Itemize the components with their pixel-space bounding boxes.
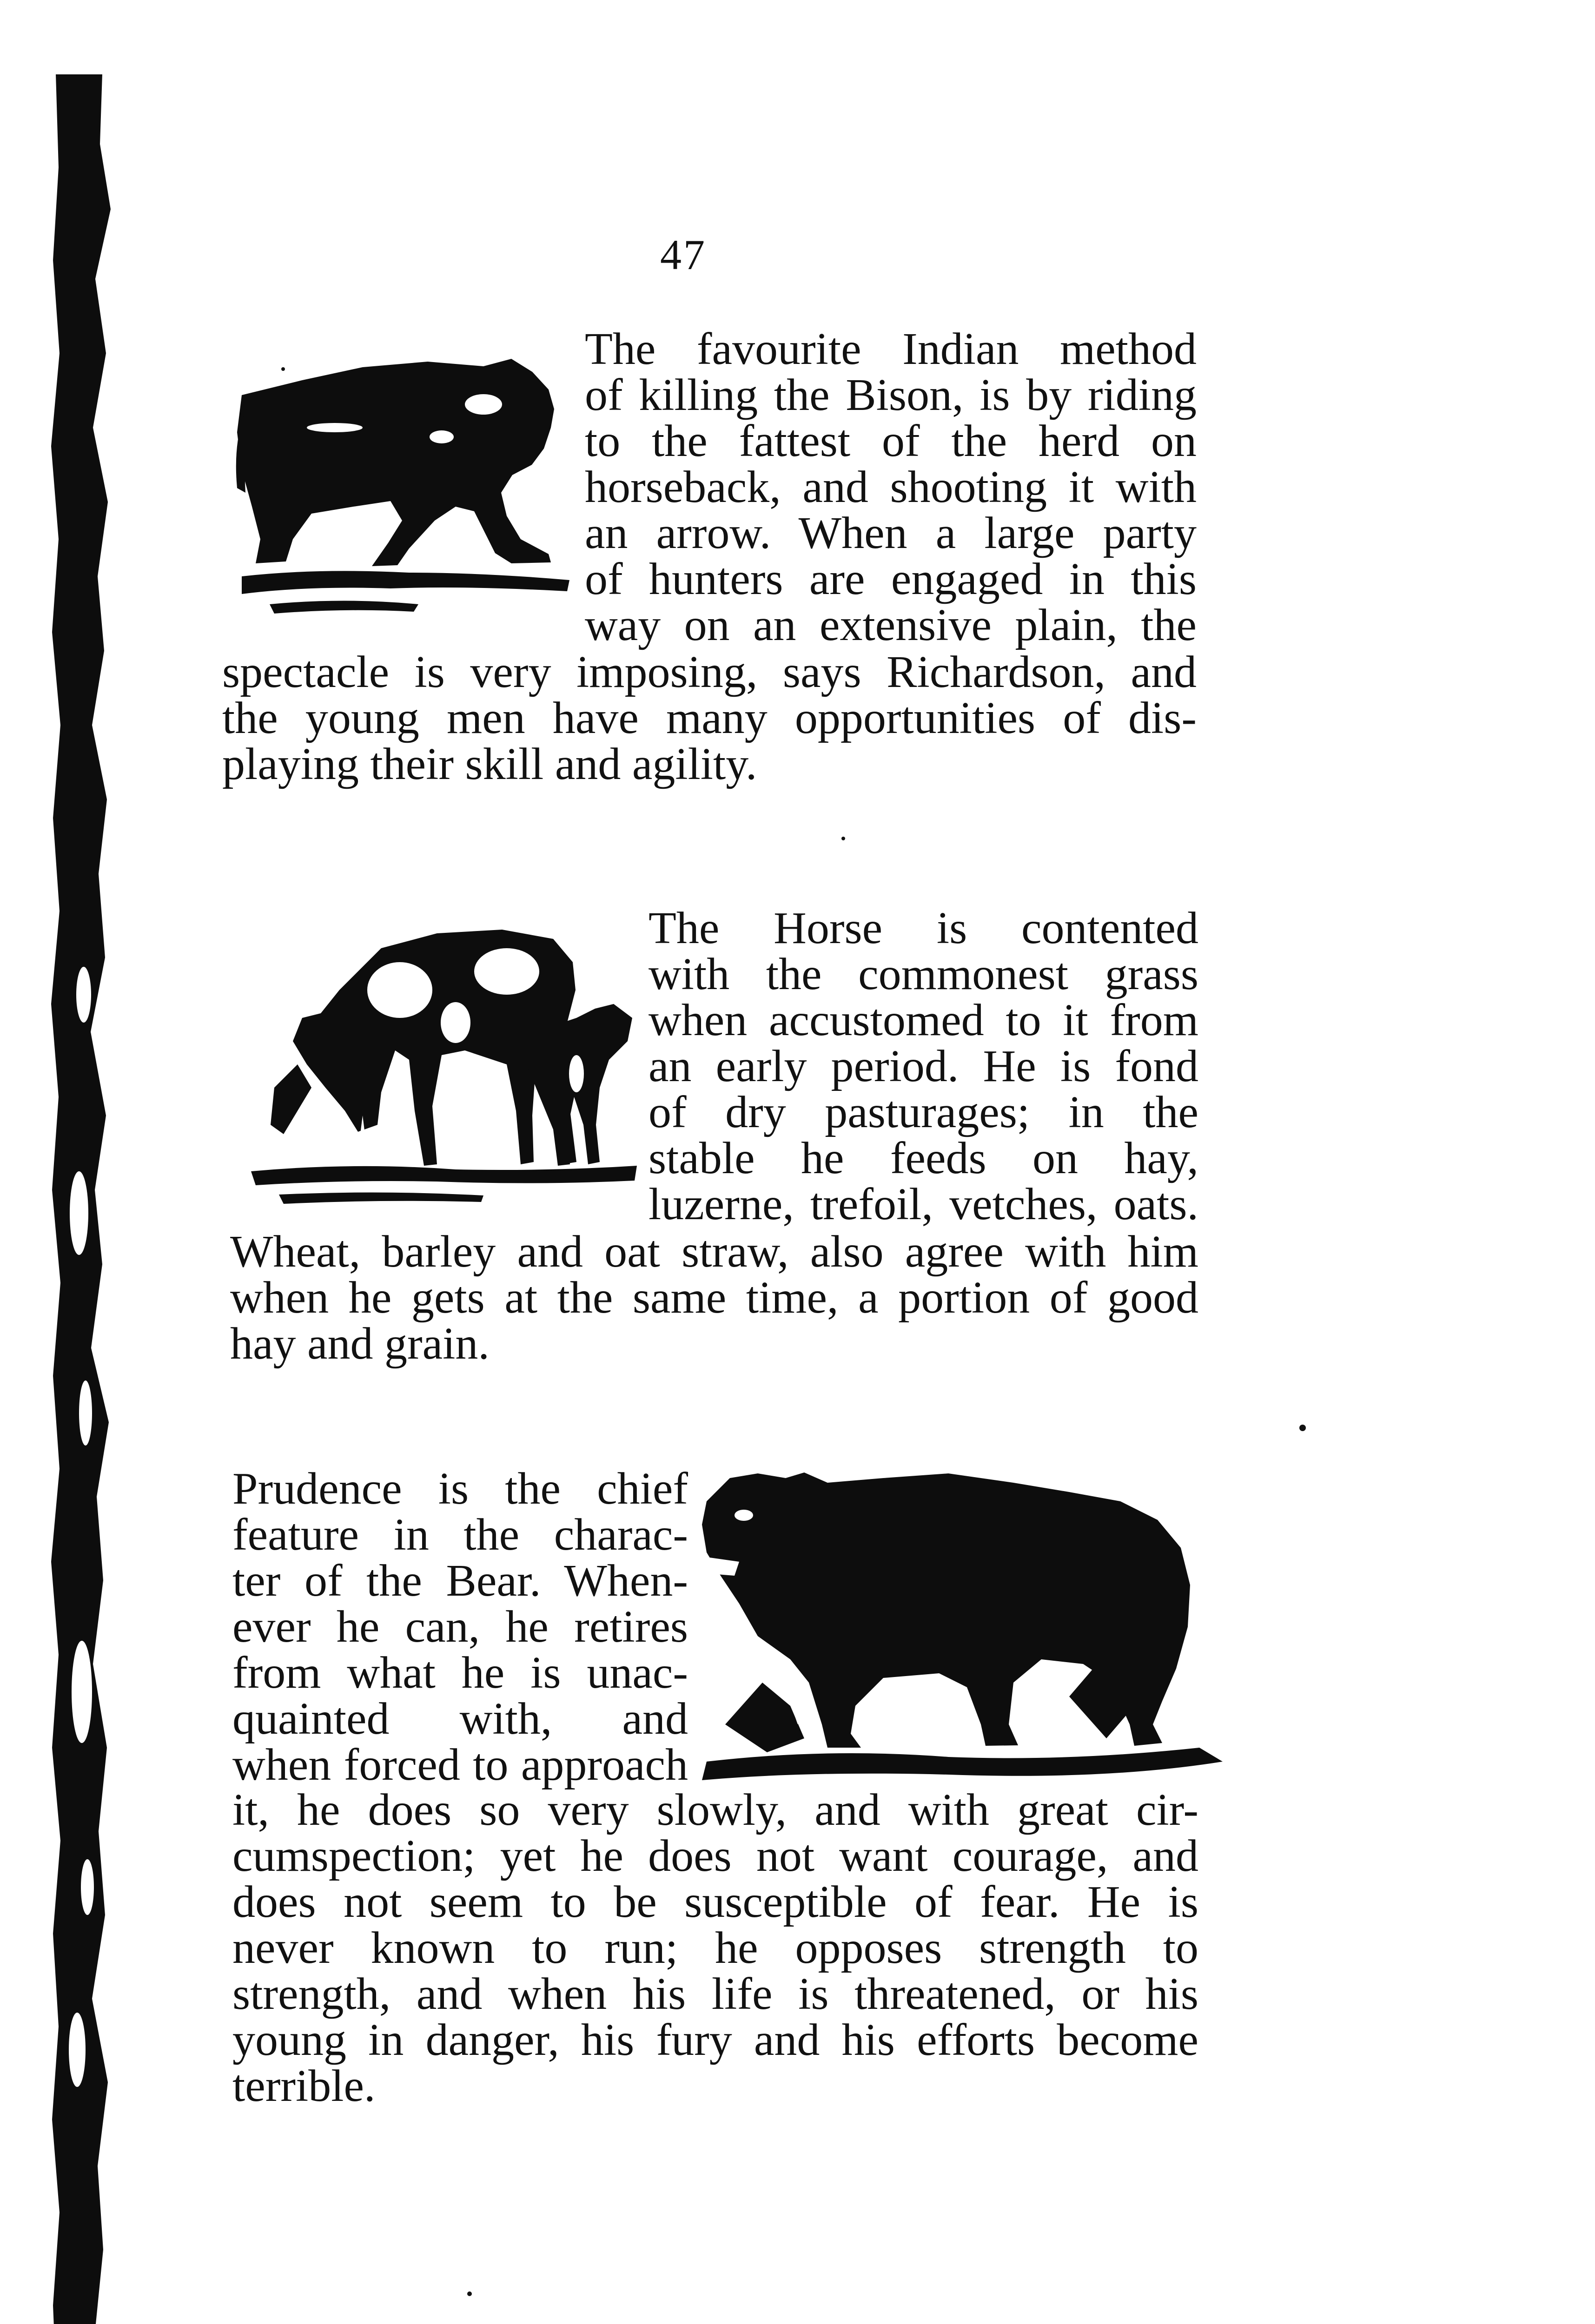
text-line: ter of the Bear. When-: [232, 1556, 688, 1606]
text-line: feature in the charac-: [232, 1510, 688, 1560]
text-line: when accustomed to it from: [649, 995, 1198, 1045]
text-line: The Horse is contented: [649, 903, 1198, 953]
text-line: of killing the Bison, is by riding: [585, 370, 1197, 420]
text-line: of hunters are engaged in this: [585, 554, 1197, 604]
text-line: when he gets at the same time, a portion of good: [230, 1273, 1198, 1323]
text-line: Wheat, barley and oat straw, also agree with him: [230, 1227, 1198, 1277]
text-line: The favourite Indian method: [585, 324, 1197, 374]
ink-speck: [1299, 1425, 1306, 1431]
text-line: way on an extensive plain, the: [585, 600, 1197, 650]
text-line: strength, and when his life is threatened, or his: [232, 1969, 1198, 2019]
text-line: playing their skill and agility.: [222, 739, 757, 789]
bear-woodcut-icon: [688, 1464, 1227, 1789]
text-line: ever he can, he retires: [232, 1602, 688, 1652]
ink-speck: [281, 367, 285, 371]
text-line: horseback, and shooting it with: [585, 462, 1197, 512]
text-line: spectacle is very imposing, says Richardson, and: [222, 647, 1197, 697]
ink-speck: [467, 2291, 472, 2296]
text-line: Prudence is the chief: [232, 1464, 688, 1514]
page-number: 47: [660, 231, 707, 278]
text-line: quainted with, and: [232, 1694, 688, 1744]
text-line: luzerne, trefoil, vetches, oats.: [649, 1179, 1198, 1229]
ink-speck: [841, 837, 845, 840]
text-line: never known to run; he opposes strength to: [232, 1923, 1198, 1973]
text-line: an arrow. When a large party: [585, 508, 1197, 558]
text-line: of dry pasturages; in the: [649, 1087, 1198, 1137]
bison-woodcut-icon: [223, 353, 576, 641]
text-line: terrible.: [232, 2061, 376, 2111]
text-line: it, he does so very slowly, and with great cir-: [232, 1785, 1198, 1835]
text-line: with the commonest grass: [649, 949, 1198, 999]
text-line: to the fattest of the herd on: [585, 416, 1197, 466]
text-line: hay and grain.: [230, 1319, 490, 1369]
bison-paragraph-full: [222, 649, 1197, 787]
text-line: an early period. He is fond: [649, 1041, 1198, 1091]
binding-edge: [46, 74, 116, 2324]
text-line: the young men have many opportunities of dis-: [222, 693, 1197, 743]
bear-paragraph-full: [232, 1787, 1198, 2109]
text-line: when forced to approach: [232, 1740, 688, 1790]
text-line: young in danger, his fury and his efforts become: [232, 2015, 1198, 2065]
text-line: does not seem to be susceptible of fear. He is: [232, 1877, 1198, 1927]
text-line: cumspection; yet he does not want courage, and: [232, 1831, 1198, 1881]
text-line: stable he feeds on hay,: [649, 1133, 1198, 1183]
text-line: from what he is unac-: [232, 1648, 688, 1698]
horse-paragraph-full: [230, 1229, 1198, 1367]
horse-and-foal-woodcut-icon: [242, 911, 642, 1218]
horse-paragraph-wrapped: [649, 905, 1198, 1228]
bear-paragraph-wrapped: [232, 1466, 688, 1788]
bison-paragraph-wrapped: [585, 326, 1197, 648]
